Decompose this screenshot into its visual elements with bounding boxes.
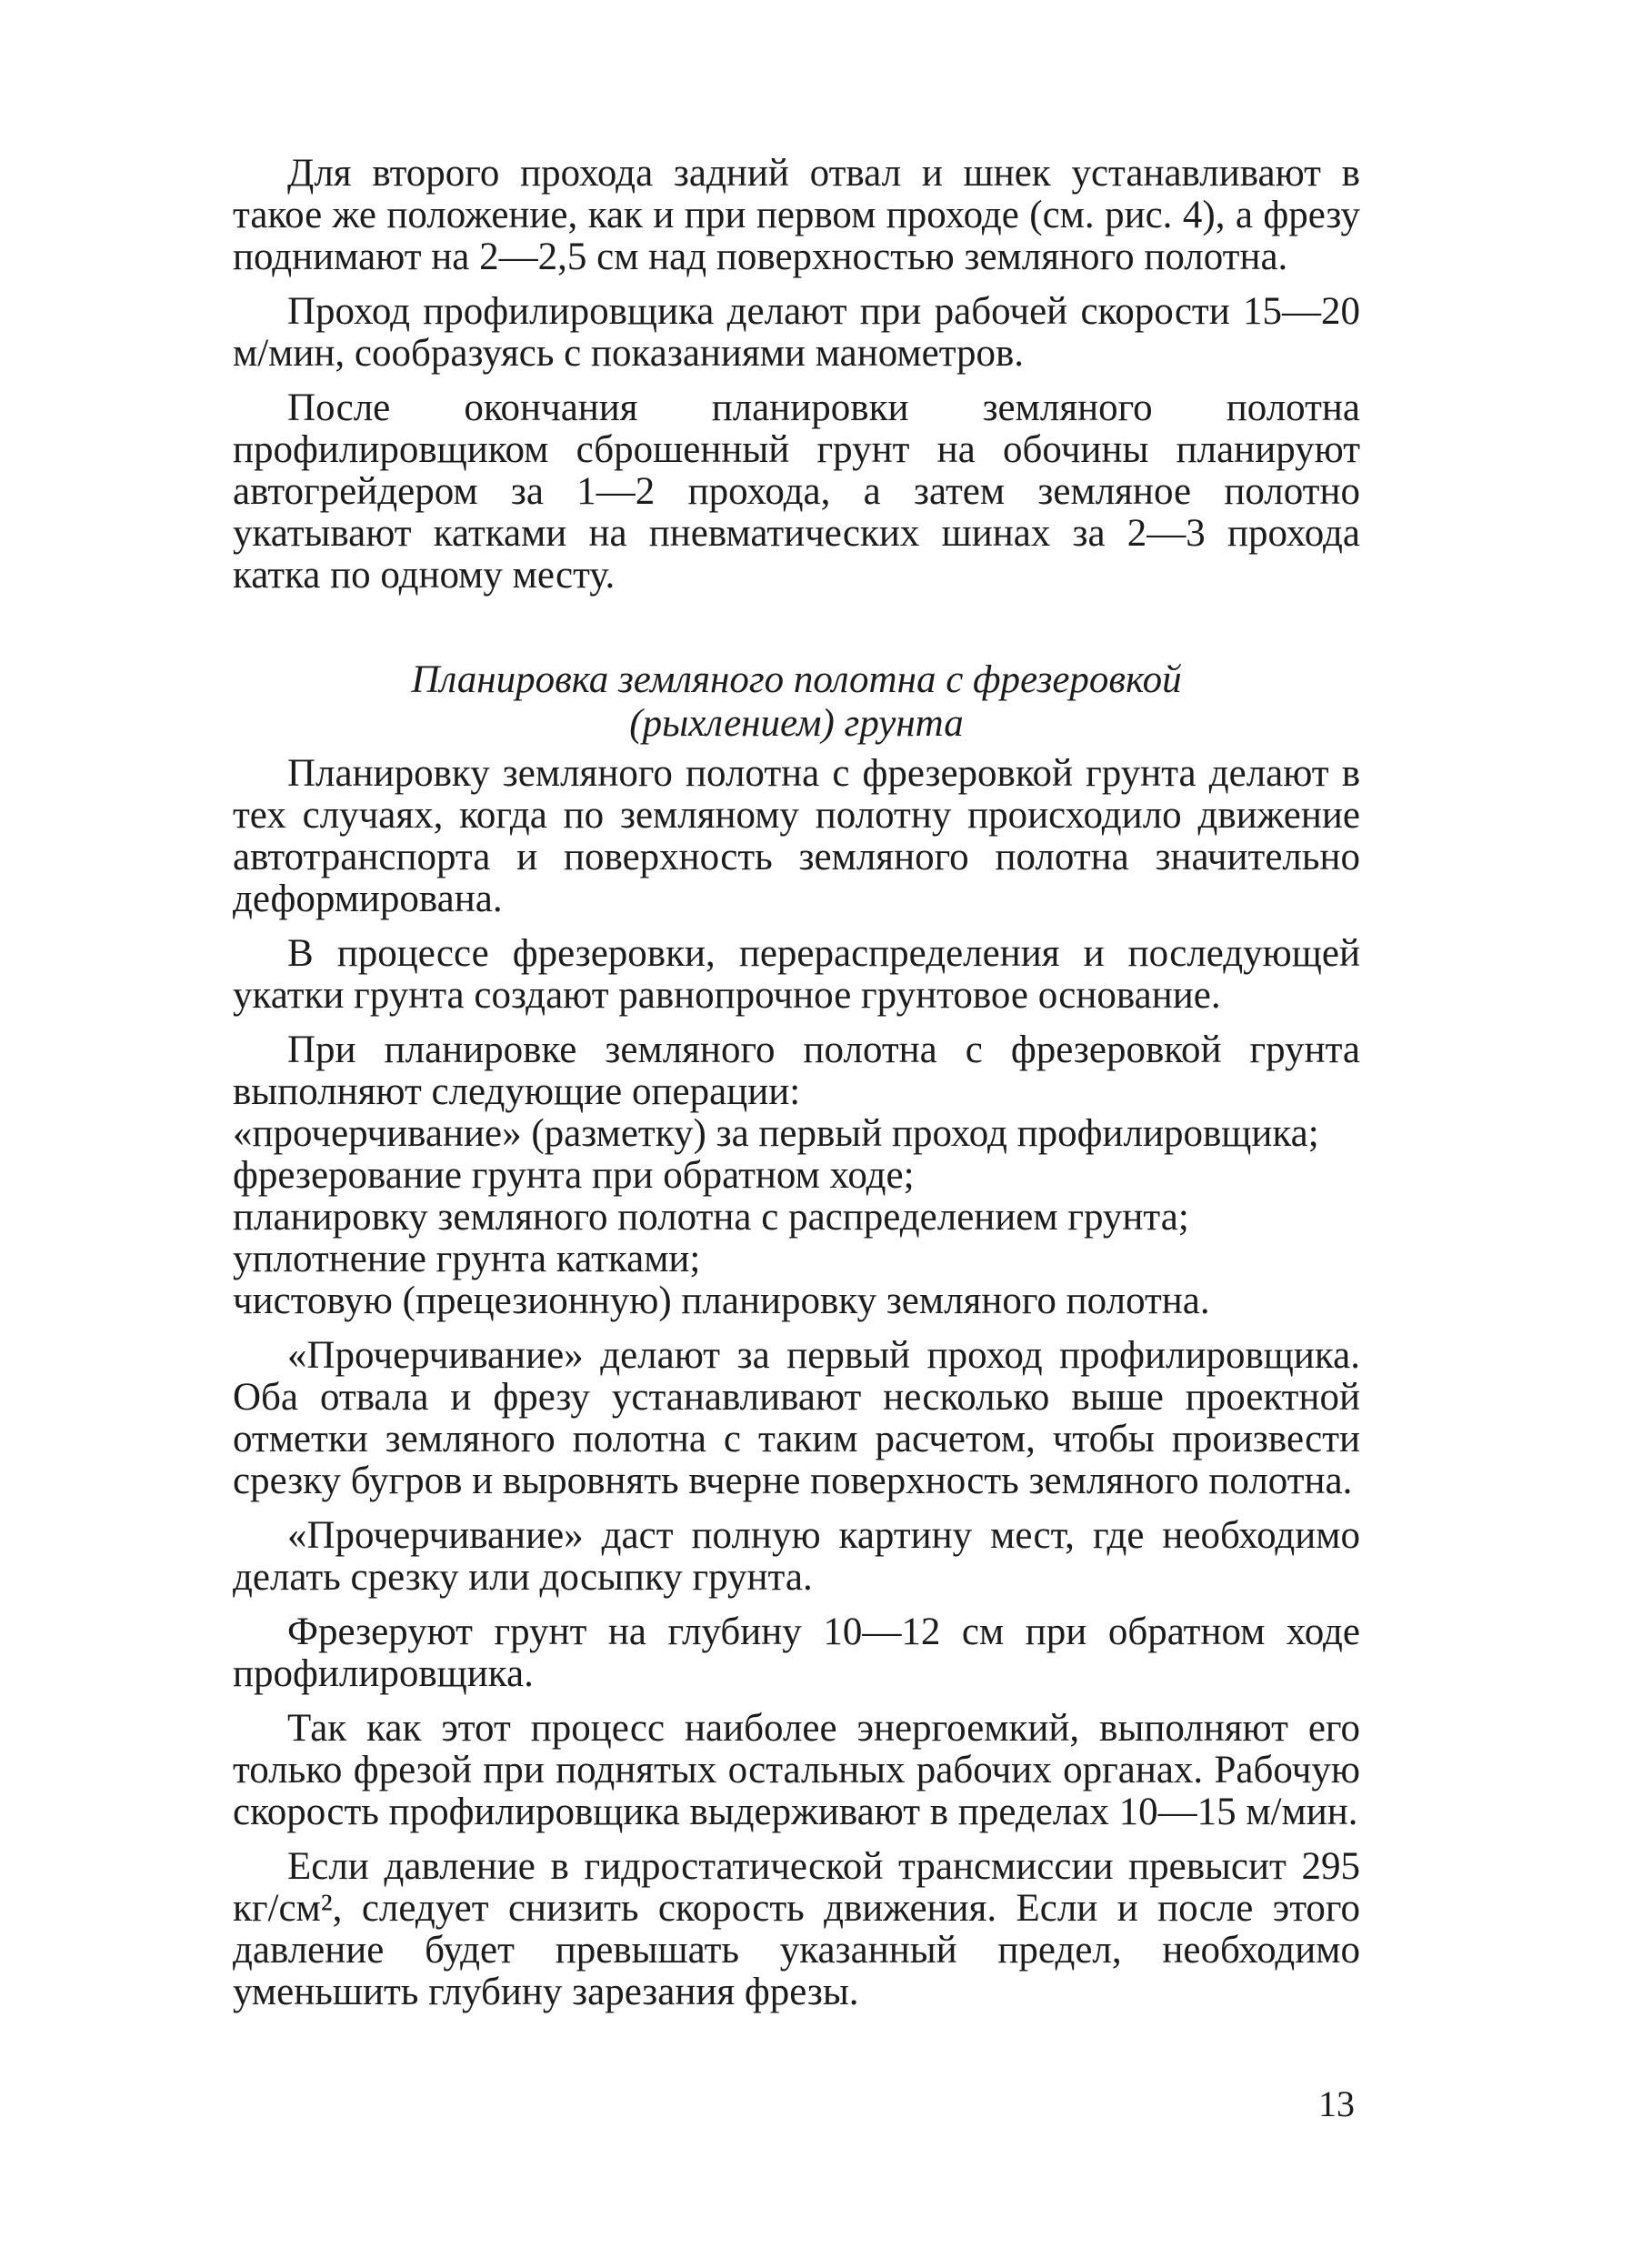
section-heading-line-2: (рыхлением) грунта	[629, 702, 964, 745]
paragraph-second-pass: Для второго прохода задний отвал и шнек устанавливают в такое же положение, как и при первом проходе (см. рис. 4), а фрезу поднимают на 2—2,5 см над поверхностью земляного полотна.	[233, 152, 1360, 278]
paragraph-operations-intro: При планировке земляного полотна с фрезеровкой грунта выполняют следующие операции:	[233, 1029, 1360, 1113]
paragraph-after-planning: После окончания планировки земляного полотна профилировщиком сброшенный грунт на обочины планируют автогрейдером за 1—2 прохода, а затем земляное полотно укатывают катками на пневматических шинах за 2—3 прохода катка по одному месту.	[233, 386, 1360, 597]
paragraph-energy-intensive: Так как этот процесс наиболее энергоемкий, выполняют его только фрезой при поднятых остальных рабочих органах. Рабочую скорость профилировщика выдерживают в пределах 10—15 м/мин.	[233, 1707, 1360, 1833]
operation-item: чистовую (прецезионную) планировку земляного полотна.	[233, 1280, 1210, 1322]
page-number: 13	[1318, 2083, 1355, 2124]
paragraph-marking-result: «Прочерчивание» даст полную картину мест, где необходимо делать срезку или досыпку грунта.	[233, 1514, 1360, 1599]
body-text	[233, 153, 1360, 2026]
operation-item: фрезерование грунта при обратном ходе;	[233, 1154, 915, 1197]
paragraph-pass-speed: Проход профилировщика делают при рабочей скорости 15—20 м/мин, сообразуясь с показаниями манометров.	[233, 290, 1360, 375]
paragraph-marking-pass: «Прочерчивание» делают за первый проход профилировщика. Оба отвала и фрезу устанавливают несколько выше проектной отметки земляного полотна с таким расчетом, чтобы произвести срезку бугров и выровнять вчерне поверхность земляного полотна.	[233, 1334, 1360, 1502]
paragraph-milling-depth: Фрезеруют грунт на глубину 10—12 см при обратном ходе профилировщика.	[233, 1611, 1360, 1695]
operation-item: уплотнение грунта катками;	[233, 1238, 701, 1280]
section-heading-line-1: Планировка земляного полотна с фрезеровкой	[411, 658, 1182, 701]
paragraph-pressure-limit: Если давление в гидростатической трансмиссии превысит 295 кг/см², следует снизить скорость движения. Если и после этого давление будет превышать указанный предел, необходимо уменьшить глубину зарезания фрезы.	[233, 1845, 1360, 2013]
paragraph-milling-process: В процессе фрезеровки, перераспределения и последующей укатки грунта создают равнопрочное грунтовое основание.	[233, 932, 1360, 1017]
operation-item: планировку земляного полотна с распределением грунта;	[233, 1196, 1189, 1239]
operation-item: «прочерчивание» (разметку) за первый проход профилировщика;	[233, 1112, 1319, 1155]
section-heading	[233, 658, 1360, 746]
paragraph-milling-cases: Планировку земляного полотна с фрезеровкой грунта делают в тех случаях, когда по земляному полотну происходило движение автотранспорта и поверхность земляного полотна значительно деформирована.	[233, 752, 1360, 920]
